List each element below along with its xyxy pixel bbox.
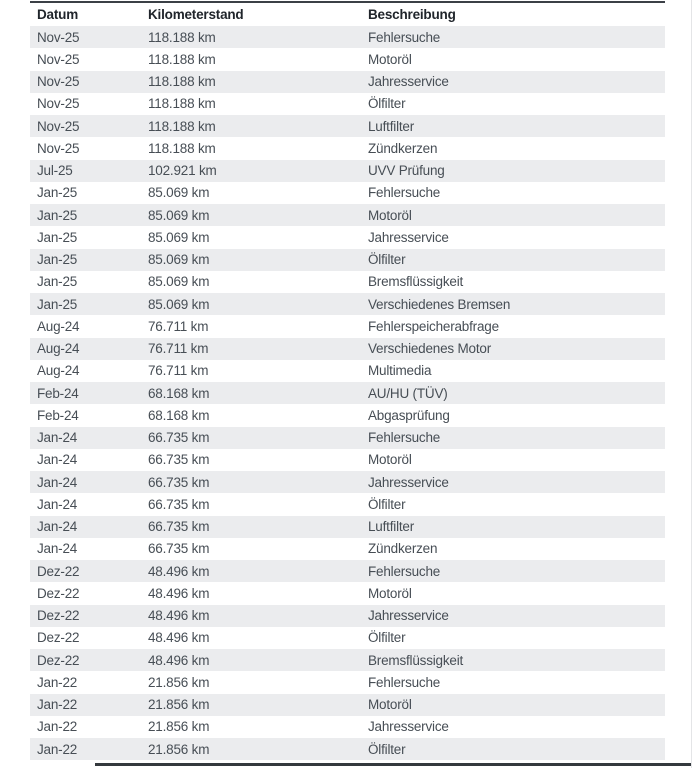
table-row xyxy=(30,671,665,693)
service-history-table xyxy=(30,1,665,760)
cell-beschreibung: Multimedia xyxy=(368,363,432,379)
cell-beschreibung: Bremsflüssigkeit xyxy=(368,652,464,668)
cell-km: 68.168 km xyxy=(148,385,210,401)
cell-beschreibung: Ölfilter xyxy=(368,252,406,268)
table-row xyxy=(30,516,665,538)
cell-datum: Jan-24 xyxy=(37,430,78,446)
cell-datum: Jan-22 xyxy=(37,741,78,757)
cell-beschreibung: Verschiedenes Motor xyxy=(368,341,492,357)
table-row xyxy=(30,182,665,204)
cell-km: 76.711 km xyxy=(148,318,209,334)
cell-beschreibung: Zündkerzen xyxy=(368,140,438,156)
table-row xyxy=(30,716,665,738)
cell-km: 118.188 km xyxy=(148,118,216,134)
table-row xyxy=(30,493,665,515)
cell-km: 48.496 km xyxy=(148,652,210,668)
cell-km: 66.735 km xyxy=(148,541,210,557)
cell-datum: Nov-25 xyxy=(37,96,80,112)
cell-km: 48.496 km xyxy=(148,630,210,646)
cell-km: 85.069 km xyxy=(148,229,210,245)
cell-km: 118.188 km xyxy=(148,96,216,112)
cell-km: 118.188 km xyxy=(148,51,216,67)
table-row xyxy=(30,627,665,649)
page-edge-line xyxy=(691,0,692,768)
table-row xyxy=(30,471,665,493)
cell-km: 85.069 km xyxy=(148,296,210,312)
table-row xyxy=(30,93,665,115)
cell-datum: Jan-25 xyxy=(37,229,78,245)
cell-datum: Aug-24 xyxy=(37,318,80,334)
cell-datum: Nov-25 xyxy=(37,74,80,90)
table-row xyxy=(30,382,665,404)
table-row xyxy=(30,560,665,582)
cell-datum: Nov-25 xyxy=(37,118,80,134)
cell-beschreibung: Fehlersuche xyxy=(368,29,441,45)
cell-km: 48.496 km xyxy=(148,608,210,624)
cell-beschreibung: UVV Prüfung xyxy=(368,163,445,179)
table-row xyxy=(30,738,665,760)
cell-km: 66.735 km xyxy=(148,474,210,490)
cell-beschreibung: Jahresservice xyxy=(368,608,449,624)
cell-beschreibung: Verschiedenes Bremsen xyxy=(368,296,511,312)
cell-datum: Jan-22 xyxy=(37,719,78,735)
table-row xyxy=(30,271,665,293)
table-row xyxy=(30,649,665,671)
cell-beschreibung: Luftfilter xyxy=(368,519,415,535)
cell-datum: Jan-24 xyxy=(37,519,78,535)
cell-km: 85.069 km xyxy=(148,274,210,290)
cell-beschreibung: AU/HU (TÜV) xyxy=(368,385,448,401)
cell-km: 85.069 km xyxy=(148,207,210,223)
table-row xyxy=(30,160,665,182)
table-row xyxy=(30,338,665,360)
column-header-datum: Datum xyxy=(37,7,79,22)
table-body xyxy=(30,26,665,760)
cell-datum: Jan-24 xyxy=(37,452,78,468)
cell-datum: Dez-22 xyxy=(37,585,80,601)
table-row xyxy=(30,293,665,315)
cell-datum: Jan-24 xyxy=(37,541,78,557)
cell-km: 21.856 km xyxy=(148,697,210,713)
cell-datum: Jan-22 xyxy=(37,674,78,690)
cell-beschreibung: Fehlersuche xyxy=(368,185,441,201)
cell-km: 118.188 km xyxy=(148,140,216,156)
table-row xyxy=(30,427,665,449)
cell-datum: Jan-24 xyxy=(37,496,78,512)
cell-datum: Feb-24 xyxy=(37,407,79,423)
cell-datum: Jan-22 xyxy=(37,697,78,713)
cell-km: 21.856 km xyxy=(148,674,210,690)
cell-datum: Nov-25 xyxy=(37,51,80,67)
cell-datum: Jan-25 xyxy=(37,185,78,201)
cell-beschreibung: Motoröl xyxy=(368,452,412,468)
cell-km: 21.856 km xyxy=(148,719,210,735)
cell-datum: Jan-25 xyxy=(37,274,78,290)
table-row xyxy=(30,404,665,426)
cell-beschreibung: Jahresservice xyxy=(368,474,449,490)
table-row xyxy=(30,360,665,382)
table-row xyxy=(30,694,665,716)
cell-beschreibung: Zündkerzen xyxy=(368,541,438,557)
cell-datum: Aug-24 xyxy=(37,363,80,379)
table-row xyxy=(30,204,665,226)
cell-beschreibung: Jahresservice xyxy=(368,74,449,90)
cell-beschreibung: Ölfilter xyxy=(368,96,406,112)
table-row xyxy=(30,449,665,471)
cell-datum: Dez-22 xyxy=(37,608,80,624)
cell-km: 66.735 km xyxy=(148,430,210,446)
column-header-kilometerstand: Kilometerstand xyxy=(148,7,244,22)
section-divider xyxy=(95,763,692,766)
cell-beschreibung: Abgasprüfung xyxy=(368,407,450,423)
cell-datum: Jan-24 xyxy=(37,474,78,490)
table-row xyxy=(30,605,665,627)
cell-beschreibung: Motoröl xyxy=(368,585,412,601)
cell-km: 66.735 km xyxy=(148,496,210,512)
cell-km: 102.921 km xyxy=(148,163,217,179)
cell-km: 85.069 km xyxy=(148,185,210,201)
cell-km: 68.168 km xyxy=(148,407,210,423)
cell-km: 48.496 km xyxy=(148,585,210,601)
cell-km: 66.735 km xyxy=(148,519,210,535)
table-row xyxy=(30,115,665,137)
cell-beschreibung: Fehlersuche xyxy=(368,430,441,446)
table-row xyxy=(30,538,665,560)
cell-km: 48.496 km xyxy=(148,563,210,579)
cell-datum: Dez-22 xyxy=(37,652,80,668)
cell-datum: Nov-25 xyxy=(37,29,80,45)
cell-km: 118.188 km xyxy=(148,29,216,45)
cell-datum: Dez-22 xyxy=(37,630,80,646)
cell-datum: Nov-25 xyxy=(37,140,80,156)
cell-datum: Jan-25 xyxy=(37,207,78,223)
table-row xyxy=(30,315,665,337)
cell-beschreibung: Bremsflüssigkeit xyxy=(368,274,464,290)
cell-km: 21.856 km xyxy=(148,741,210,757)
cell-km: 118.188 km xyxy=(148,74,216,90)
cell-km: 76.711 km xyxy=(148,363,209,379)
cell-beschreibung: Fehlersuche xyxy=(368,674,441,690)
cell-km: 66.735 km xyxy=(148,452,210,468)
table-row xyxy=(30,249,665,271)
cell-beschreibung: Motoröl xyxy=(368,207,412,223)
cell-datum: Feb-24 xyxy=(37,385,79,401)
table-row xyxy=(30,26,665,48)
table-row xyxy=(30,71,665,93)
cell-datum: Jul-25 xyxy=(37,163,73,179)
table-row xyxy=(30,226,665,248)
cell-beschreibung: Motoröl xyxy=(368,51,412,67)
cell-beschreibung: Ölfilter xyxy=(368,741,406,757)
cell-beschreibung: Ölfilter xyxy=(368,496,406,512)
cell-km: 85.069 km xyxy=(148,252,210,268)
cell-beschreibung: Luftfilter xyxy=(368,118,415,134)
table-row xyxy=(30,582,665,604)
cell-beschreibung: Jahresservice xyxy=(368,229,449,245)
cell-beschreibung: Motoröl xyxy=(368,697,412,713)
cell-datum: Jan-25 xyxy=(37,252,78,268)
cell-beschreibung: Ölfilter xyxy=(368,630,406,646)
table-row xyxy=(30,137,665,159)
cell-datum: Aug-24 xyxy=(37,341,80,357)
cell-datum: Dez-22 xyxy=(37,563,80,579)
cell-beschreibung: Fehlersuche xyxy=(368,563,441,579)
table-row xyxy=(30,48,665,70)
cell-beschreibung: Jahresservice xyxy=(368,719,449,735)
cell-datum: Jan-25 xyxy=(37,296,78,312)
cell-km: 76.711 km xyxy=(148,341,209,357)
column-header-beschreibung: Beschreibung xyxy=(368,7,456,22)
cell-beschreibung: Fehlerspeicherabfrage xyxy=(368,318,499,334)
table-header-row xyxy=(30,3,665,26)
